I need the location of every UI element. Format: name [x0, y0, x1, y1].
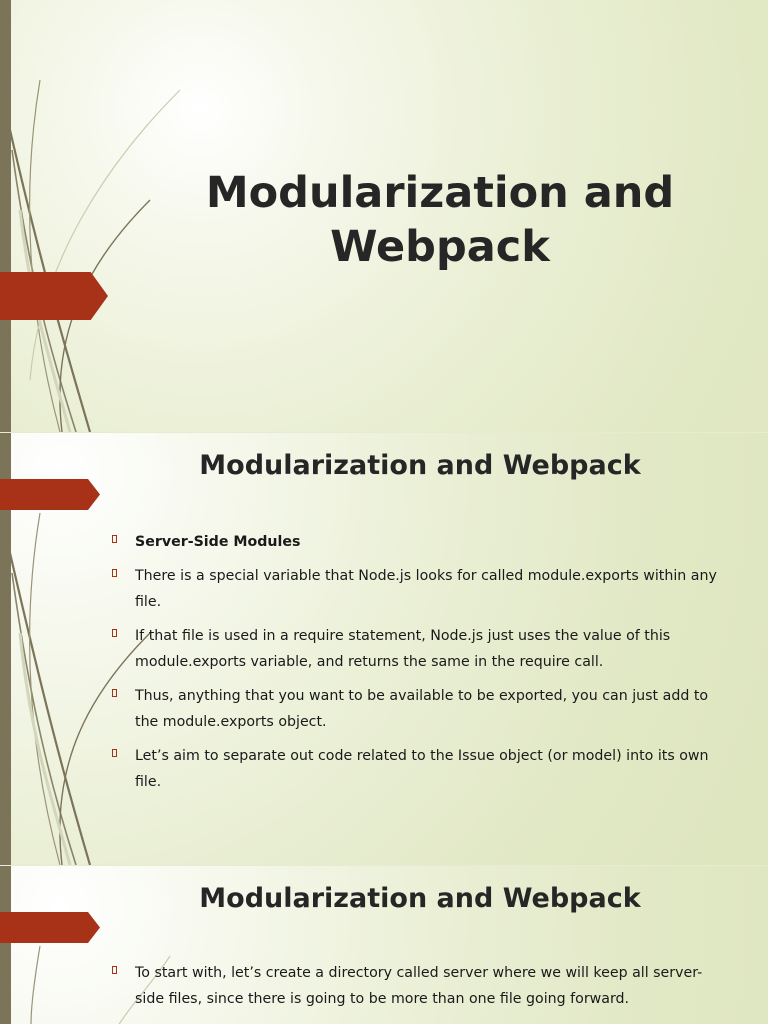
bullet-text: If that file is used in a require statement, Node.js just uses the value of this module.exports variable, and returns the same in the require call. — [135, 628, 671, 670]
decorative-swoosh-lines — [0, 0, 200, 432]
bullet-marker-icon — [112, 749, 117, 757]
bullet-marker-icon — [112, 966, 117, 974]
bullet-marker-icon — [112, 689, 117, 697]
slide-title: Modularization and Webpack — [199, 450, 641, 481]
bullet-item — [112, 623, 722, 675]
slide-1-title — [0, 0, 768, 432]
slide-accent-tab — [0, 272, 108, 320]
slide-2-content — [0, 433, 768, 865]
bullet-item — [112, 563, 722, 615]
slide-accent-tab — [0, 912, 100, 943]
bullet-item — [112, 683, 722, 735]
presentation-title: Modularization and Webpack — [205, 168, 675, 272]
bullet-marker-icon — [112, 629, 117, 637]
bullet-item — [112, 960, 722, 1012]
bullet-item — [112, 529, 722, 555]
bullet-text: Let’s aim to separate out code related to the Issue object (or model) into its own file. — [135, 748, 709, 790]
bullet-text: Server-Side Modules — [135, 534, 301, 550]
slide-3-content — [0, 866, 768, 1024]
bullet-item — [112, 743, 722, 795]
bullet-list — [112, 529, 722, 803]
bullet-text: Thus, anything that you want to be available to be exported, you can just add to the module.exports object. — [135, 688, 709, 730]
slide-title: Modularization and Webpack — [199, 883, 641, 914]
bullet-text: To start with, let’s create a directory called server where we will keep all server-side files, since there is going to be more than one file going forward. — [135, 965, 703, 1007]
bullet-list — [112, 960, 722, 1020]
bullet-marker-icon — [112, 569, 117, 577]
slide-accent-tab — [0, 479, 100, 510]
bullet-marker-icon — [112, 535, 117, 543]
bullet-text: There is a special variable that Node.js looks for called module.exports within any file. — [135, 568, 717, 610]
